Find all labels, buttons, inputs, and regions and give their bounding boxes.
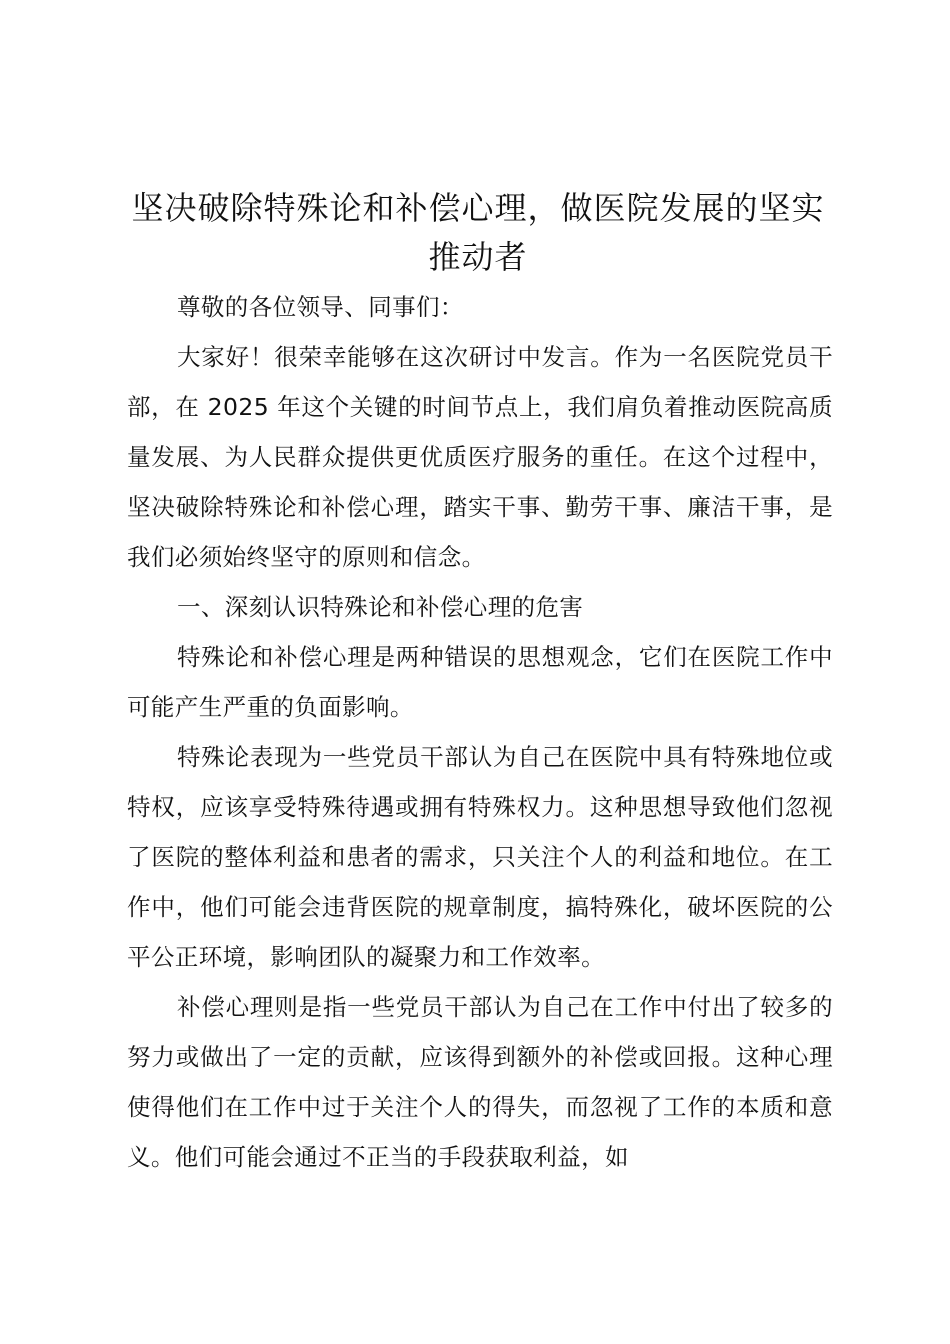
body-paragraph: 特殊论表现为一些党员干部认为自己在医院中具有特殊地位或特权，应该享受特殊待遇或拥有特殊权力。这种思想导致他们忽视了医院的整体利益和患者的需求，只关注个人的利益和地位。在工作中，他们可能会违背医院的规章制度，搞特殊化，破坏医院的公平公正环境，影响团队的凝聚力和工作效率。 [127,743,833,971]
document-body [127,282,833,1182]
salutation: 尊敬的各位领导、同事们： [177,293,464,321]
intro-paragraph: 大家好！很荣幸能够在这次研讨中发言。作为一名医院党员干部，在 2025 年这个关键的时间节点上，我们肩负着推动医院高质量发展、为人民群众提供更优质医疗服务的重任。在这个过程中，坚决破除特殊论和补偿心理，踏实干事、勤劳干事、廉洁干事，是我们必须始终坚守的原则和信念。 [127,343,833,571]
section-heading: 一、深刻认识特殊论和补偿心理的危害 [177,593,584,621]
document-title: 坚决破除特殊论和补偿心理，做医院发展的坚实推动者 [131,189,825,276]
body-paragraph: 特殊论和补偿心理是两种错误的思想观念，它们在医院工作中可能产生严重的负面影响。 [127,643,833,721]
body-paragraph: 补偿心理则是指一些党员干部认为自己在工作中付出了较多的努力或做出了一定的贡献，应该得到额外的补偿或回报。这种心理使得他们在工作中过于关注个人的得失，而忽视了工作的本质和意义。他们可能会通过不正当的手段获取利益，如 [127,993,833,1171]
